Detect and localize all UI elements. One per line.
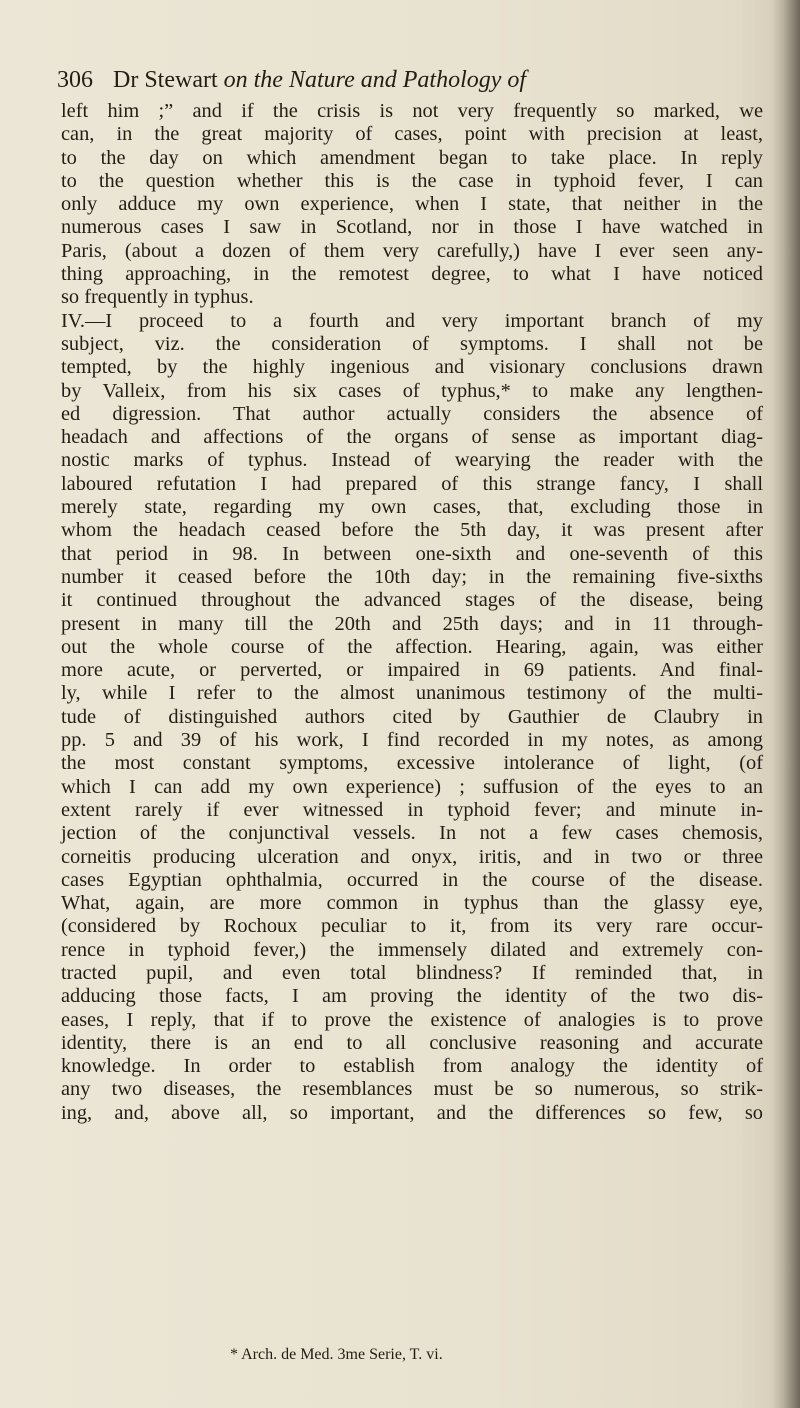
text-line: left him ;” and if the crisis is not very frequently so marked, we	[61, 100, 763, 122]
text-line: (considered by Rochoux peculiar to it, from its very rare occur-	[61, 915, 763, 938]
running-header	[57, 64, 757, 96]
text-line: more acute, or perverted, or impaired in 69 patients. And final-	[61, 659, 763, 682]
text-line: cases Egyptian ophthalmia, occurred in the course of the disease.	[61, 868, 763, 891]
text-line: Paris, (about a dozen of them very carefully,) have I ever seen any-	[61, 239, 763, 262]
text-line: it continued throughout the advanced stages of the disease, being	[61, 589, 763, 612]
text-line: out the whole course of the affection. Hearing, again, was either	[61, 635, 763, 658]
text-line: identity, there is an end to all conclusive reasoning and accurate	[61, 1031, 763, 1054]
text-line: tempted, by the highly ingenious and visionary conclusions drawn	[61, 356, 763, 379]
text-line: can, in the great majority of cases, point with precision at least,	[61, 123, 763, 146]
text-line: whom the headach ceased before the 5th day, it was present after	[61, 519, 763, 542]
text-line: rence in typhoid fever,) the immensely dilated and extremely con-	[61, 938, 763, 961]
text-line: any two diseases, the resemblances must be so numerous, so strik-	[61, 1078, 763, 1101]
text-line: laboured refutation I had prepared of this strange fancy, I shall	[61, 472, 763, 495]
page-edge-shadow	[772, 0, 800, 1408]
body-text	[61, 100, 763, 1125]
text-line: present in many till the 20th and 25th days; and in 11 through-	[61, 612, 763, 635]
text-line: the most constant symptoms, excessive intolerance of light, (of	[61, 752, 763, 775]
text-line: eases, I reply, that if to prove the existence of analogies is to prove	[61, 1008, 763, 1031]
text-line: by Valleix, from his six cases of typhus,* to make any lengthen-	[61, 379, 763, 402]
text-line: which I can add my own experience) ; suffusion of the eyes to an	[61, 775, 763, 798]
text-line: number it ceased before the 10th day; in the remaining five-sixths	[61, 565, 763, 588]
footnote: * Arch. de Med. 3me Serie, T. vi.	[230, 1346, 443, 1363]
text-line: merely state, regarding my own cases, that, excluding those in	[61, 496, 763, 519]
text-line: ed digression. That author actually considers the absence of	[61, 402, 763, 425]
text-line: subject, viz. the consideration of symptoms. I shall not be	[61, 332, 763, 355]
running-title-author: Dr Stewart	[113, 67, 218, 93]
text-line: tracted pupil, and even total blindness? If reminded that, in	[61, 961, 763, 984]
text-line: that period in 98. In between one-sixth and one-seventh of this	[61, 542, 763, 565]
text-line: jection of the conjunctival vessels. In not a few cases chemosis,	[61, 822, 763, 845]
text-line: ly, while I refer to the almost unanimous testimony of the multi-	[61, 682, 763, 705]
text-line: thing approaching, in the remotest degree, to what I have noticed	[61, 263, 763, 286]
text-line: adducing those facts, I am proving the identity of the two dis-	[61, 985, 763, 1008]
text-line: knowledge. In order to establish from analogy the identity of	[61, 1055, 763, 1078]
text-line: only adduce my own experience, when I state, that neither in the	[61, 193, 763, 216]
running-title-italic: on the Nature and Pathology of	[223, 67, 527, 93]
text-line: extent rarely if ever witnessed in typhoid fever; and minute in-	[61, 798, 763, 821]
text-line: IV.—I proceed to a fourth and very important branch of my	[61, 309, 763, 332]
text-line: to the question whether this is the case in typhoid fever, I can	[61, 169, 763, 192]
text-line: nostic marks of typhus. Instead of wearying the reader with the	[61, 449, 763, 472]
running-title	[113, 64, 526, 96]
text-line: so frequently in typhus.	[61, 286, 254, 309]
text-line: pp. 5 and 39 of his work, I find recorded in my notes, as among	[61, 729, 763, 752]
text-line: corneitis producing ulceration and onyx, iritis, and in two or three	[61, 845, 763, 868]
text-line: What, again, are more common in typhus than the glassy eye,	[61, 892, 763, 915]
text-line: headach and affections of the organs of sense as important diag-	[61, 426, 763, 449]
text-line: numerous cases I saw in Scotland, nor in those I have watched in	[61, 216, 763, 239]
text-line: to the day on which amendment began to take place. In reply	[61, 146, 763, 169]
text-line: tude of distinguished authors cited by Gauthier de Claubry in	[61, 705, 763, 728]
page-number: 306	[57, 67, 93, 93]
text-line: ing, and, above all, so important, and the differences so few, so	[61, 1101, 763, 1124]
